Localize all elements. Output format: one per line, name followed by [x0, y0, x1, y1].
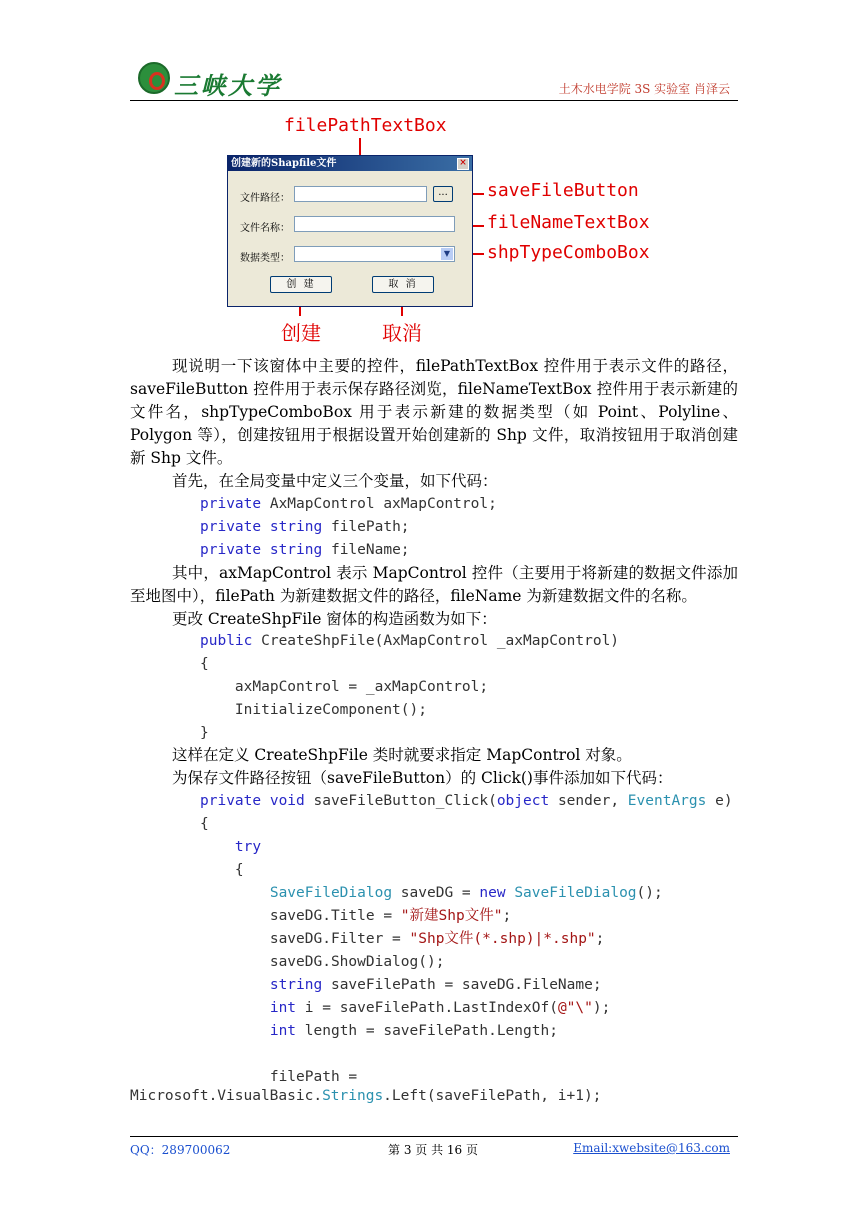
- paragraph-click-intro: 为保存文件路径按钮（saveFileButton）的 Click()事件添加如下代码：: [172, 769, 673, 787]
- annotation-cancel: 取消: [382, 321, 422, 345]
- close-icon[interactable]: ×: [457, 158, 469, 170]
- paragraph-constructor-explain: 这样在定义 CreateShpFile 类时就要求指定 MapControl 对象。: [172, 746, 632, 764]
- create-shapefile-dialog: [227, 155, 473, 307]
- annotation-filename: fileNameTextBox: [487, 212, 650, 233]
- cancel-button[interactable]: 取 消: [372, 276, 434, 293]
- annotation-savefile: saveFileButton: [487, 180, 639, 201]
- code-click-handler: private void saveFileButton_Click(object sender, EventArgs e) { try { SaveFileDialog saveDG = new SaveFileDialog(); saveDG.Title = "新建Shp文件"; saveDG.Filter = "Shp文件(*.shp)|*.shp"; saveDG.ShowDialog(); string saveFilePath = saveDG.FileName; int i = saveFilePath.LastIndexOf(@"\"); int length = saveFilePath.Length; filePath =: [200, 793, 733, 1085]
- paragraph-controls: 现说明一下该窗体中主要的控件，filePathTextBox 控件用于表示文件的路径，saveFileButton 控件用于表示保存路径浏览，fileNameTextBox 控件用于表示新建的文件名，shpTypeComboBox 用于表示新建的数据类型（如 Point、Polyline、Polygon 等），创建按钮用于根据设置开始创建新的 Shp 文件，取消按钮用于取消创建新 Shp 文件。: [130, 357, 738, 467]
- code-constructor: public CreateShpFile(AxMapControl _axMapControl) { axMapControl = _axMapControl; InitializeComponent(); }: [200, 633, 620, 741]
- file-name-label: 文件名称：: [240, 223, 290, 234]
- chevron-down-icon[interactable]: ▼: [441, 248, 453, 260]
- footer-email-link[interactable]: Email:xwebsite@163.com: [573, 1141, 730, 1155]
- annotation-filepath: filePathTextBox: [284, 115, 447, 136]
- paragraph-globals-explain: 其中，axMapControl 表示 MapControl 控件（主要用于将新建的数据文件添加至地图中），filePath 为新建数据文件的路径，fileName 为新建数据文件的名称。: [130, 564, 738, 605]
- save-file-button[interactable]: ...: [433, 186, 453, 202]
- annotation-create: 创建: [281, 321, 321, 345]
- university-name: 三峡大学: [174, 71, 282, 100]
- university-logo-icon: [138, 62, 170, 94]
- file-name-input[interactable]: [294, 216, 455, 232]
- file-path-label: 文件路径：: [240, 193, 290, 204]
- code-globals: private AxMapControl axMapControl; private string filePath; private string fileName;: [200, 496, 497, 558]
- code-click-handler-continued: Microsoft.VisualBasic.Strings.Left(saveFilePath, i+1);: [130, 1088, 602, 1104]
- header-lab-author: 土木水电学院 3S 实验室 肖泽云: [558, 82, 730, 96]
- annotation-shptype: shpTypeComboBox: [487, 242, 650, 263]
- data-type-label: 数据类型：: [240, 253, 290, 264]
- paragraph-globals-intro: 首先，在全局变量中定义三个变量，如下代码：: [172, 472, 498, 490]
- page-header: [130, 58, 738, 101]
- create-button[interactable]: 创 建: [270, 276, 332, 293]
- footer-page-number: 第 3 页 共 16 页: [388, 1143, 478, 1157]
- paragraph-constructor-intro: 更改 CreateShpFile 窗体的构造函数为如下：: [172, 610, 497, 628]
- footer-qq: QQ：289700062: [130, 1143, 231, 1157]
- page-footer: [130, 1136, 738, 1157]
- file-path-input[interactable]: [294, 186, 427, 202]
- dialog-title: 创建新的Shapfile文件: [228, 156, 472, 171]
- shp-type-combobox[interactable]: [294, 246, 455, 262]
